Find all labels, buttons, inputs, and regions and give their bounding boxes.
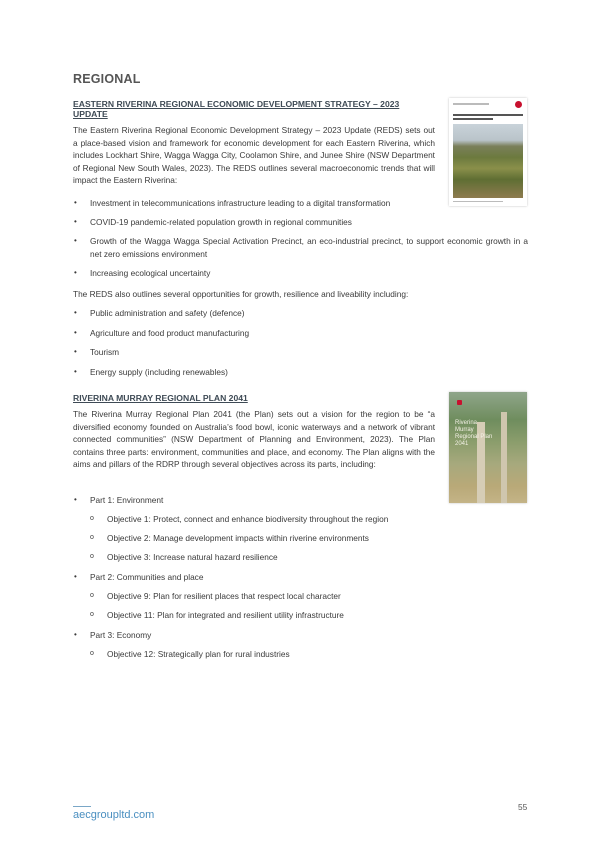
reds-opportunities-list	[73, 307, 528, 378]
list-item: • Part 2: Communities and place	[73, 571, 433, 584]
list-item: • Energy supply (including renewables)	[73, 366, 528, 379]
reds-trends-list	[73, 197, 528, 279]
list-item: • Agriculture and food product manufacturing	[73, 327, 528, 340]
list-item: • Increasing ecological uncertainty	[73, 267, 528, 280]
reds-cover-thumbnail	[449, 98, 527, 206]
plan-heading: RIVERINA MURRAY REGIONAL PLAN 2041	[73, 393, 248, 403]
document-page: REGIONAL EASTERN RIVERINA REGIONAL ECONOMIC DEVELOPMENT STRATEGY – 2023 UPDATE The Eastern Riverina Regional Economic Development Strategy – 2023 Update (REDS) sets out a place-based vision and framework for economic development for each Eastern Riverina, which includes Lockhart Shire, Wagga Wagga City, Coolamon Shire, and Junee Shire (NSW Department of Regional New South Wales, 2023). The REDS outlines several macroeconomic trends that will impact the Eastern Riverina: • Investment in telecommunications infrastructure leading to a digital transformation • COVID-19 pandemic-related population growth in regional communities • Growth of the Wagga Wagga Special Activation Precinct, an eco-industrial precinct, to support economic growth in a net zero emissions environment • Increasing ecological uncertainty The REDS also outlines several opportunities for growth, resilience and liveability including: • Public administration and safety (defence) • Agriculture and food product manufacturing • Tourism • Energy supply (including renewables) RIVERINA MURRAY REGIONAL PLAN 2041 The Riverina Murray Regional Plan 2041 (the Plan) sets out a vision for the region to be “a diversified economy founded on Australia’s food bowl, iconic waterways and a network of vibrant connected communities” (NSW Department of Planning and Environment, 2023). The Plan contains three parts: environment, communities and place, and economy. The Plan aligns with the aims and pillars of the RDRP through several objectives across its parts, including: • Part 1: Environment o Objective 1: Protect, connect and enhance biodiversity throughout the region o Objective 2: Manage development impacts within riverine environments o Objective 3: Increase natural hazard resilience • Part 2: Communities and place o Objective 9: Plan for resilient places that respect local character o Objective 11: Plan for integrated and resilient utility infrastructure • Part 3: Economy o Objective 12: Strategically plan for rural industries Riverina Murray Regional Plan 2041 aecgroupltd.com 55	[0, 0, 599, 848]
page-number: 55	[518, 802, 528, 812]
list-item: • Part 3: Economy	[73, 629, 433, 642]
list-item: • Public administration and safety (defence)	[73, 307, 528, 320]
plan-cover-title: Riverina Murray Regional Plan 2041	[455, 420, 493, 447]
plan-intro: The Riverina Murray Regional Plan 2041 (the Plan) sets out a vision for the region to be “a diversified economy founded on Australia’s food bowl, iconic waterways and a network of vibrant connected communities” (NSW Department of Planning and Environment, 2023). The Plan contains three parts: environment, communities and place, and economy. The Plan aligns with the aims and pillars of the RDRP through several objectives across its parts, including:	[73, 409, 435, 470]
plan-cover-thumbnail	[449, 392, 527, 503]
plan-part-1	[73, 494, 433, 507]
list-item: • Growth of the Wagga Wagga Special Activation Precinct, an eco-industrial precinct, to support economic growth in a net zero emissions environment	[73, 235, 528, 260]
reds-opportunities-intro: The REDS also outlines several opportunities for growth, resilience and liveability including:	[73, 289, 409, 299]
section-title: REGIONAL	[73, 72, 141, 86]
reds-heading: EASTERN RIVERINA REGIONAL ECONOMIC DEVELOPMENT STRATEGY – 2023 UPDATE	[73, 99, 400, 119]
plan-part-2	[73, 571, 433, 584]
footer-url: aecgroupltd.com	[73, 809, 155, 821]
reds-intro: The Eastern Riverina Regional Economic Development Strategy – 2023 Update (REDS) sets out a place-based vision and framework for economic development for each Eastern Riverina, which includes Lockhart Shire, Wagga Wagga City, Coolamon Shire, and Junee Shire (NSW Department of Regional New South Wales, 2023). The REDS outlines several macroeconomic trends that will impact the Eastern Riverina:	[73, 125, 435, 186]
plan-part-3	[73, 629, 433, 642]
list-item: • COVID-19 pandemic-related population growth in regional communities	[73, 216, 528, 229]
footer-rule	[73, 806, 91, 807]
list-item: • Tourism	[73, 346, 528, 359]
nsw-logo-icon	[515, 101, 522, 108]
list-item: • Investment in telecommunications infrastructure leading to a digital transformation	[73, 197, 528, 210]
list-item: • Part 1: Environment	[73, 494, 433, 507]
landscape-photo	[453, 124, 523, 198]
nsw-logo-icon	[457, 400, 462, 405]
